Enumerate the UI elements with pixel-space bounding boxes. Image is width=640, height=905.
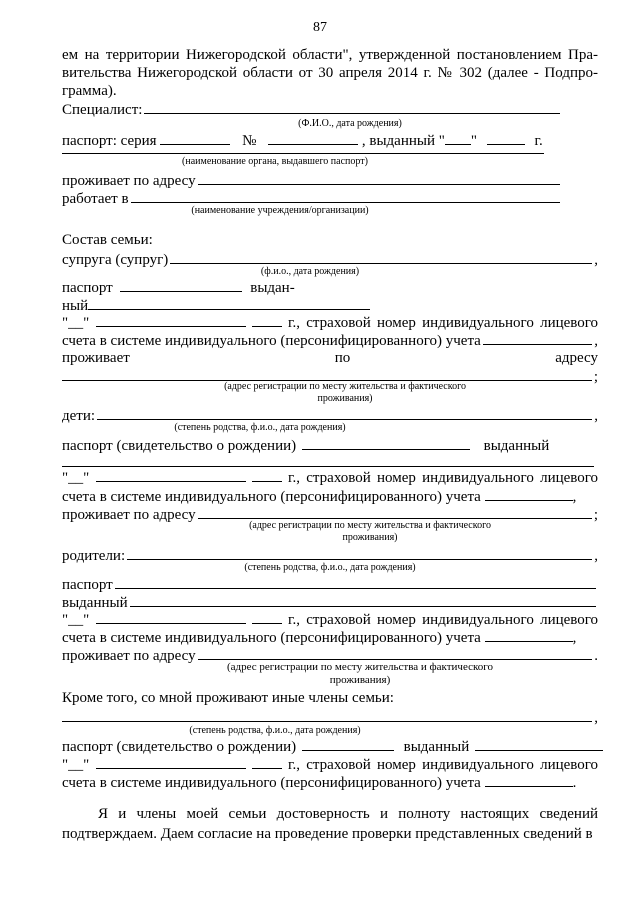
issuer-field[interactable]	[62, 153, 544, 154]
children-lives-row: проживает по адресу ;	[62, 507, 598, 523]
spouse-issuer-field[interactable]	[88, 296, 370, 310]
specialist-caption: (Ф.И.О., дата рождения)	[298, 118, 402, 129]
address-field[interactable]	[198, 171, 560, 185]
spouse-snils-text-2: счета в системе индивидуального (персонифицированного) учета	[62, 333, 481, 349]
parents-snils-text-2: счета в системе индивидуального (персонифицированного) учета	[62, 630, 481, 646]
others-passport-label: паспорт (свидетельство о рождении)	[62, 739, 297, 755]
intro-line-3: грамма).	[62, 83, 117, 99]
others-caption: (степень родства, ф.и.о., дата рождения)	[189, 725, 361, 736]
children-address-field[interactable]	[198, 505, 592, 519]
spouse-address-row: ;	[62, 367, 598, 386]
issued-month-field[interactable]	[487, 131, 525, 145]
spouse-lives-2: по	[334, 350, 351, 366]
others-snils-field[interactable]	[485, 773, 573, 787]
parents-field[interactable]	[127, 546, 592, 560]
specialist-name-field[interactable]	[144, 100, 560, 114]
others-row: ,	[62, 708, 598, 727]
spouse-issued-label-1: выдан-	[250, 280, 295, 296]
children-field[interactable]	[97, 406, 592, 420]
specialist-row	[62, 100, 562, 119]
parents-passport-row	[62, 575, 598, 594]
others-issued-label: выданный	[403, 739, 470, 755]
others-snils-row	[62, 755, 598, 774]
children-passport-row	[62, 436, 598, 455]
spouse-year-field[interactable]	[252, 313, 282, 327]
works-field[interactable]	[131, 189, 560, 203]
parents-lives-label: проживает по адресу	[62, 648, 196, 664]
spouse-snils-row-2: счета в системе индивидуального (персонифицированного) учета ,	[62, 333, 598, 349]
spouse-row: супруга (супруг) ,	[62, 252, 598, 268]
children-snils-text-2: счета в системе индивидуального (персонифицированного) учета	[62, 489, 481, 505]
children-snils-row-2: счета в системе индивидуального (персонифицированного) учета ,	[62, 489, 577, 505]
parents-snils-text: г., страховой номер индивидуального лицевого	[288, 612, 599, 628]
children-lives-label: проживает по адресу	[62, 507, 196, 523]
children-month-field[interactable]	[96, 468, 246, 482]
children-row: дети: ,	[62, 408, 598, 424]
parents-snils-row	[62, 610, 598, 629]
parents-month-field[interactable]	[96, 610, 246, 624]
others-year-field[interactable]	[252, 755, 282, 769]
parents-lives-row: проживает по адресу .	[62, 648, 598, 664]
spouse-lives-3: адресу	[555, 350, 598, 366]
family-title: Состав семьи:	[62, 232, 153, 248]
issued-label: , выданный "	[361, 133, 445, 149]
spouse-snils-field[interactable]	[483, 331, 592, 345]
children-passport-field[interactable]	[302, 436, 470, 450]
spouse-issued-label-2: ный	[62, 298, 89, 314]
spouse-passport-label: паспорт	[62, 280, 113, 296]
parents-issuer-field[interactable]	[130, 593, 596, 607]
others-month-field[interactable]	[96, 755, 246, 769]
others-label: Кроме того, со мной проживают иные члены семьи:	[62, 690, 394, 706]
spouse-name-field[interactable]	[170, 250, 592, 264]
works-label: работает в	[62, 191, 129, 207]
children-label: дети:	[62, 408, 96, 424]
others-field[interactable]	[62, 708, 592, 722]
spouse-quote-open: "__"	[62, 315, 90, 331]
children-year-field[interactable]	[252, 468, 282, 482]
spouse-month-field[interactable]	[96, 313, 246, 327]
passport-series-label: паспорт: серия	[62, 133, 157, 149]
works-caption: (наименование учреждения/организации)	[191, 205, 369, 216]
passport-row	[62, 131, 598, 150]
parents-address-field[interactable]	[198, 646, 593, 660]
parents-row: родители: ,	[62, 548, 598, 564]
address-label: проживает по адресу	[62, 173, 196, 189]
others-snils-text: г., страховой номер индивидуального лицевого	[288, 757, 599, 773]
page-number: 87	[313, 20, 327, 35]
parents-issued-label: выданный	[62, 595, 128, 611]
number-sign: №	[242, 133, 257, 149]
children-addr-caption-2: проживания)	[342, 532, 398, 543]
parents-addr-caption-2: проживания)	[329, 674, 391, 686]
parents-snils-row-2: счета в системе индивидуального (персонифицированного) учета ,	[62, 630, 577, 646]
passport-series-field[interactable]	[160, 131, 230, 145]
children-quote-open: "__"	[62, 470, 90, 486]
children-addr-caption-1: (адрес регистрации по месту жительства и фактического	[249, 520, 491, 531]
parents-addr-caption-1: (адрес регистрации по месту жительства и фактического	[226, 661, 494, 673]
intro-line-2: вительства Нижегородской области от 30 апреля 2014 г. № 302 (далее - Подпро-	[62, 65, 598, 81]
parents-caption: (степень родства, ф.и.о., дата рождения)	[244, 562, 416, 573]
spouse-addr-caption-2: проживания)	[317, 393, 373, 404]
parents-passport-label: паспорт	[62, 577, 113, 593]
spouse-passport-field[interactable]	[120, 278, 242, 292]
children-issuer-field[interactable]	[62, 466, 594, 467]
spouse-snils-row	[62, 313, 598, 332]
others-snils-row-2: счета в системе индивидуального (персонифицированного) учета .	[62, 775, 577, 791]
children-issued-label: выданный	[483, 438, 550, 454]
spouse-passport-row	[62, 278, 598, 297]
quote-close: "	[470, 133, 477, 149]
spouse-lives-row	[62, 349, 598, 367]
parents-snils-field[interactable]	[485, 628, 573, 642]
children-snils-row	[62, 468, 598, 487]
passport-number-field[interactable]	[268, 131, 358, 145]
address-row	[62, 171, 562, 190]
parents-quote-open: "__"	[62, 612, 90, 628]
intro-line-1: ем на территории Нижегородской области", утвержденной постановлением Пра-	[62, 47, 598, 63]
spouse-caption: (ф.и.о., дата рождения)	[260, 266, 360, 277]
others-snils-text-2: счета в системе индивидуального (персонифицированного) учета	[62, 775, 481, 791]
spouse-addr-caption-1: (адрес регистрации по месту жительства и фактического	[224, 381, 466, 392]
children-snils-field[interactable]	[485, 487, 573, 501]
others-passport-row	[62, 737, 598, 756]
closing-paragraph: Я и члены моей семьи достоверность и полноту настоящих сведений подтверждаем. Даем согласие на проведение проверки представленных сведений в	[62, 806, 598, 842]
others-quote-open: "__"	[62, 757, 90, 773]
parents-year-field[interactable]	[252, 610, 282, 624]
spouse-lives-1: проживает	[62, 350, 130, 366]
parents-label: родители:	[62, 548, 126, 564]
spouse-address-field[interactable]	[62, 367, 592, 381]
parents-passport-field[interactable]	[115, 575, 596, 589]
issued-day-field[interactable]	[445, 131, 471, 145]
year-label: г.	[534, 133, 543, 149]
children-passport-label: паспорт (свидетельство о рождении)	[62, 438, 297, 454]
others-issuer-field[interactable]	[475, 737, 603, 751]
children-snils-text: г., страховой номер индивидуального лицевого	[288, 470, 599, 486]
spouse-label: супруга (супруг)	[62, 252, 169, 268]
others-passport-field[interactable]	[302, 737, 394, 751]
issuer-caption: (наименование органа, выдавшего паспорт)	[182, 156, 368, 167]
children-caption: (степень родства, ф.и.о., дата рождения)	[174, 422, 346, 433]
specialist-label: Специалист:	[62, 102, 143, 118]
spouse-snils-text: г., страховой номер индивидуального лицевого	[288, 315, 599, 331]
